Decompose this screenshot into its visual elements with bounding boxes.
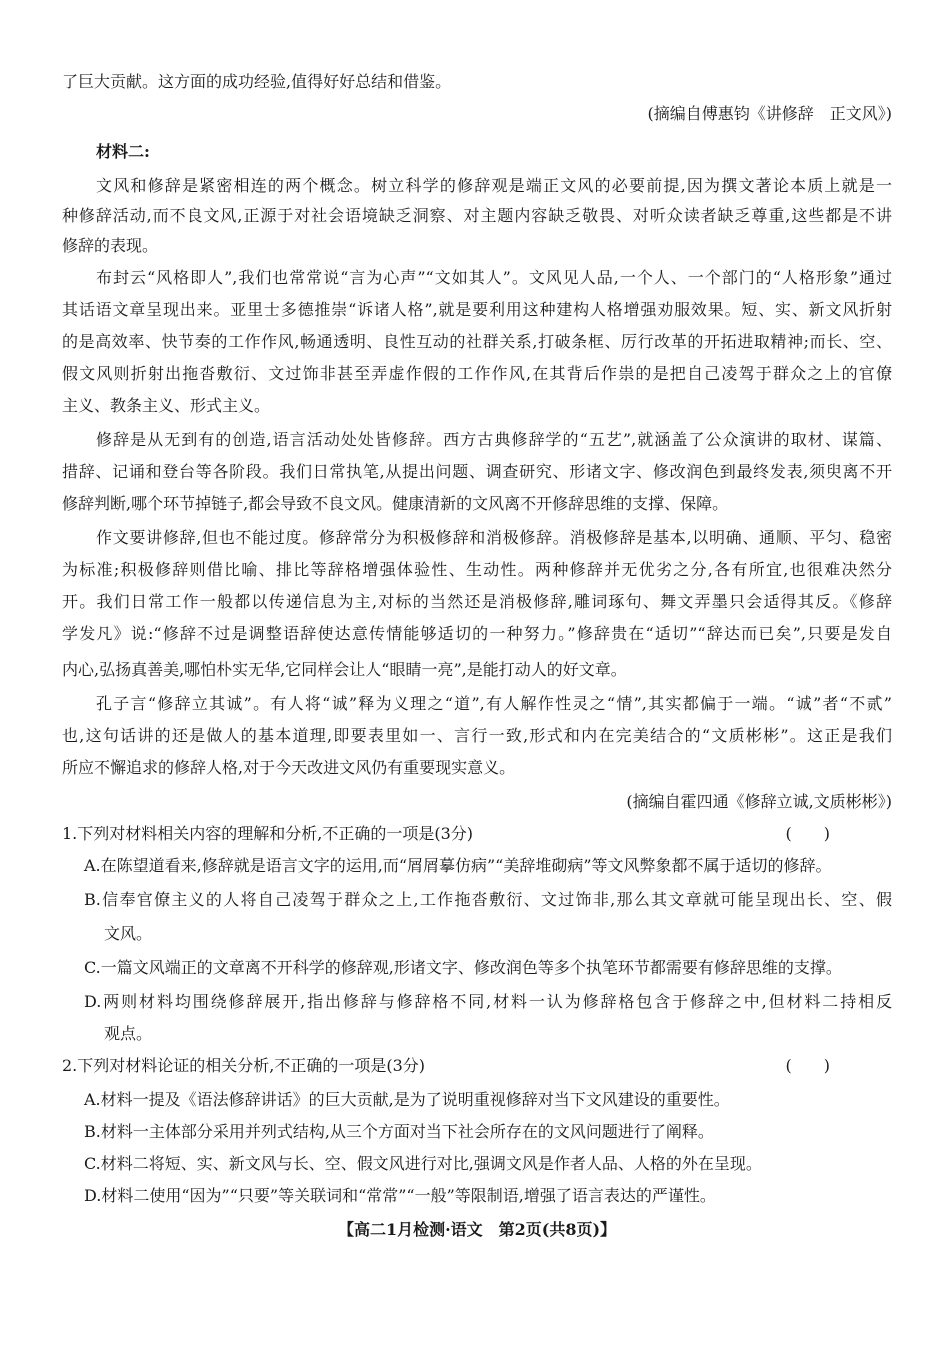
paragraph-line: 开。我们日常工作一般都以传递信息为主,对标的当然还是消极修辞,雕词琢句、舞文弄墨只会适得其反。《修辞 [62, 592, 892, 611]
question-2-option-b[interactable]: B.材料一主体部分采用并列式结构,从三个方面对当下社会所存在的文风问题进行了阐释。 [84, 1122, 714, 1141]
paragraph-line: 也,这句话讲的还是做人的基本道理,即要表里如一、言行一致,形式和内在完美结合的“文质彬彬”。这正是我们 [62, 726, 892, 745]
paragraph-line: 修辞是从无到有的创造,语言活动处处皆修辞。西方古典修辞学的“五艺”,就涵盖了公众演讲的取材、谋篇、 [96, 430, 892, 449]
question-1-option-c[interactable]: C.一篇文风端正的文章离不开科学的修辞观,形诸文字、修改润色等多个执笔环节都需要有修辞思维的支撑。 [84, 958, 842, 977]
question-1-stem [62, 824, 892, 844]
text-run: ”,只要是发自 [792, 624, 892, 643]
source-citation-2: (摘编自霍四通《修辞立诚,文质彬彬》) [626, 792, 892, 811]
question-text: 1.下列对材料相关内容的理解和分析,不正确的一项是(3分) [62, 824, 474, 843]
paragraph-line: 作文要讲修辞,但也不能过度。修辞常分为积极修辞和消极修辞。消极修辞是基本,以明确、通顺、平匀、稳密 [96, 528, 892, 547]
paragraph-line: 其话语文章呈现出来。亚里士多德推崇“诉诸人格”,就是要利用这种建构人格增强劝服效果。短、实、新文风折射 [62, 300, 892, 319]
paragraph-line: 内心,弘扬真善美,哪怕朴实无华,它同样会让人“眼睛一亮”,是能打动人的好文章。 [62, 660, 627, 679]
answer-blank[interactable]: ( ) [785, 824, 830, 843]
paragraph-line: 种修辞活动,而不良文风,正源于对社会语境缺乏洞察、对主题内容缺乏敬畏、对听众读者缺乏尊重,这些都是不讲 [62, 206, 892, 225]
question-1-option-b[interactable]: B.信奉官僚主义的人将自己凌驾于群众之上,工作拖沓敷衍、文过饰非,那么其文章就可能呈现出长、空、假 [84, 890, 892, 909]
paragraph-line: 所应不懈追求的修辞人格,对于今天改进文风仍有重要现实意义。 [62, 758, 516, 777]
emphasized-quote: 辞达而已矣 [705, 624, 793, 643]
paragraph-line: 主义、教条主义、形式主义。 [62, 396, 271, 415]
text-run: 学发凡》说:“修辞不过是调整语辞使达意传情能够适切的一种努力。”修辞贵在“适切”“ [62, 624, 706, 643]
paragraph-line: 假文风则折射出拖沓敷衍、文过饰非甚至弄虚作假的工作作风,在其背后作祟的是把自己凌驾于群众之上的官僚 [62, 364, 892, 383]
question-1-option-d-cont: 观点。 [104, 1024, 153, 1043]
question-2-option-d[interactable]: D.材料二使用“因为”“只要”等关联词和“常常”“一般”等限制语,增强了语言表达的严谨性。 [84, 1186, 716, 1205]
question-2-option-c[interactable]: C.材料二将短、实、新文风与长、空、假文风进行对比,强调文风是作者人品、人格的外在呈现。 [84, 1154, 762, 1173]
answer-blank[interactable]: ( ) [785, 1056, 830, 1075]
source-citation-1: (摘编自傅惠钧《讲修辞 正文风》) [647, 104, 892, 123]
paragraph-line-with-emphasis [62, 624, 892, 644]
question-1-option-b-cont: 文风。 [104, 924, 153, 943]
paragraph-line: 为标准;积极修辞则借比喻、排比等辞格增强体验性、生动性。两种修辞并无优劣之分,各有所宜,也很难决然分 [62, 560, 892, 579]
paragraph-line: 修辞判断,哪个环节掉链子,都会导致不良文风。健康清新的文风离不开修辞思维的支撑、保障。 [62, 494, 729, 513]
paragraph-line: 布封云“风格即人”,我们也常常说“言为心声”“文如其人”。文风见人品,一个人、一个部门的“人格形象”通过 [96, 268, 892, 287]
paragraph-line: 文风和修辞是紧密相连的两个概念。树立科学的修辞观是端正文风的必要前提,因为撰文著论本质上就是一 [96, 176, 892, 195]
question-1-option-a[interactable]: A.在陈望道看来,修辞就是语言文字的运用,而“屑屑摹仿病”“美辞堆砌病”等文风弊象都不属于适切的修辞。 [84, 856, 832, 875]
paragraph-line: 的是高效率、快节奏的工作作风,畅通透明、良性互动的社群关系,打破条框、厉行改革的开拓进取精神;而长、空、 [62, 332, 892, 351]
material2-heading: 材料二: [96, 142, 150, 161]
page-footer: 【高二1月检测·语文 第2页(共8页)】 [337, 1220, 617, 1239]
question-2-option-a[interactable]: A.材料一提及《语法修辞讲话》的巨大贡献,是为了说明重视修辞对当下文风建设的重要性。 [84, 1090, 730, 1109]
paragraph-line: 孔子言“修辞立其诚”。有人将“诚”释为义理之“道”,有人解作性灵之“情”,其实都偏于一端。“诚”者“不贰” [96, 694, 892, 713]
question-text: 2.下列对材料论证的相关分析,不正确的一项是(3分) [62, 1056, 426, 1075]
question-1-option-d[interactable]: D.两则材料均围绕修辞展开,指出修辞与修辞格不同,材料一认为修辞格包含于修辞之中,但材料二持相反 [84, 992, 892, 1011]
question-2-stem [62, 1056, 892, 1076]
paragraph-line: 修辞的表现。 [62, 236, 159, 255]
material1-tail: 了巨大贡献。这方面的成功经验,值得好好总结和借鉴。 [62, 72, 452, 91]
paragraph-line: 措辞、记诵和登台等各阶段。我们日常执笔,从提出问题、调查研究、形诸文字、修改润色到最终发表,须臾离不开 [62, 462, 892, 481]
